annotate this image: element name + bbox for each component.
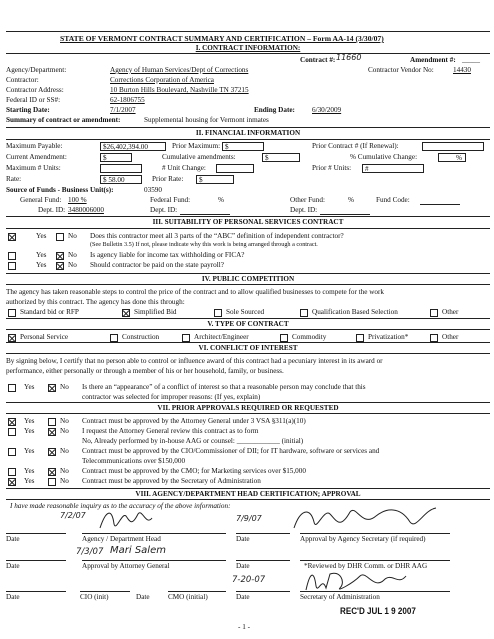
attorney-general-signature[interactable]: Mari Salem (110, 545, 166, 556)
vendor-number-label: Contractor Vendor No: (368, 66, 434, 74)
date-label-3: Date (236, 535, 250, 543)
agency-label: Agency/Department: (6, 66, 67, 74)
agency-head-label: Agency / Department Head (82, 535, 161, 543)
section-rule (6, 402, 490, 403)
cumulative-amendments-label: Cumulative amendments: (162, 153, 236, 161)
vendor-number-value[interactable]: 14430 (453, 66, 471, 74)
top-rule (6, 31, 490, 32)
conflict-text-2: performance, either personally or through a member of his or her household, family, or business. (6, 367, 284, 375)
q1-text: Does this contractor meet all 3 parts of the “ABC” definition of independent contractor? (90, 232, 344, 240)
date-label-2: Date (6, 562, 20, 570)
cumulative-change-value: % (456, 154, 462, 162)
fund-code-label: Fund Code: (376, 196, 410, 204)
date-line-1 (6, 533, 66, 534)
dept-id-label-3: Dept. ID: (290, 206, 318, 214)
approval-3-subtext: Telecommunications over $150,000 (82, 457, 186, 465)
approval-5-text: Contract must be approved by the Secretary of Administration (82, 477, 261, 485)
sole-sourced-label: Sole Sourced (226, 308, 265, 316)
section-rule (6, 139, 490, 140)
other-fund-label: Other Fund: (290, 196, 325, 204)
date-label-7: Date (236, 593, 250, 601)
cio-label: CIO (init) (80, 593, 109, 601)
dept-id-line-3[interactable] (320, 214, 370, 215)
architect-checkbox[interactable] (182, 334, 190, 342)
architect-label: Architect/Engineer (194, 333, 249, 341)
rate-label: Rate: (6, 175, 22, 183)
section-rule (6, 499, 490, 500)
current-amendment-label: Current Amendment: (6, 153, 67, 161)
date-line-5 (6, 591, 66, 592)
section-rule (6, 318, 490, 319)
summary-value[interactable]: Supplemental housing for Vermont inmates (144, 116, 269, 124)
max-units-field[interactable] (100, 164, 142, 173)
approval-3-yes-checkbox[interactable] (8, 448, 16, 456)
section-rule (6, 488, 490, 489)
date-line-6 (236, 591, 290, 592)
contract-number-label: Contract #: (300, 56, 336, 64)
prior-units-label: Prior # Units: (312, 164, 352, 172)
federal-fund-label: Federal Fund: (150, 196, 191, 204)
source-of-funds-label: Source of Funds - Business Unit(s): (6, 186, 114, 194)
prior-rate-field[interactable] (196, 175, 234, 184)
privatization-checkbox[interactable] (356, 334, 364, 342)
approval-4-no-checkbox[interactable] (48, 468, 56, 476)
fund-code-line[interactable] (420, 204, 460, 205)
q3-no-label: No (68, 261, 77, 269)
type-other-label: Other (442, 333, 459, 341)
federal-fund-value[interactable]: % (218, 196, 224, 204)
sole-sourced-checkbox[interactable] (214, 309, 222, 317)
approval-5-yes-checkbox[interactable] (8, 478, 16, 486)
construction-checkbox[interactable] (110, 334, 118, 342)
max-payable-field[interactable] (100, 142, 166, 151)
q1-yes-label: Yes (36, 232, 47, 240)
section-rule (6, 284, 490, 285)
q3-yes-checkbox[interactable] (8, 262, 16, 270)
prior-units-field[interactable] (362, 164, 424, 173)
sec-admin-label: Secretary of Administration (300, 593, 380, 601)
prior-contract-label: Prior Contract # (If Renewal): (312, 142, 399, 150)
q1-no-checkbox[interactable] (56, 233, 64, 241)
date-label-6: Date (136, 593, 150, 601)
prior-max-field[interactable] (222, 142, 264, 151)
q1-yes-checkbox[interactable] (8, 233, 16, 241)
ending-date-value[interactable]: 6/30/2009 (312, 106, 342, 114)
general-fund-label: General Fund: (20, 196, 62, 204)
rate-value: $ 58.00 (103, 176, 125, 184)
approval-4-yes-label: Yes (24, 467, 35, 475)
competition-other-label: Other (442, 308, 459, 316)
dept-id-value[interactable]: 3480006000 (68, 206, 104, 214)
construction-label: Construction (122, 333, 160, 341)
section-rule (6, 127, 490, 128)
certification-intro: I have made reasonable inquiry as to the accuracy of the above information: (10, 502, 231, 510)
qbs-checkbox[interactable] (300, 309, 308, 317)
q2-text: Is agency liable for income tax withholding or FICA? (90, 251, 245, 259)
competition-text-1: The agency has taken reasonable steps to control the price of the contract and to allow qualified businesses to compete for the work (6, 288, 385, 296)
contractor-address-label: Contractor Address: (6, 86, 64, 94)
cumulative-amendments-field[interactable] (262, 153, 300, 162)
competition-other-checkbox[interactable] (430, 309, 438, 317)
qbs-label: Qualification Based Selection (312, 308, 398, 316)
q2-no-label: No (68, 251, 77, 259)
q3-text: Should contractor be paid on the state payroll? (90, 261, 224, 269)
conflict-yes-checkbox[interactable] (8, 384, 16, 392)
ending-date-label: Ending Date: (254, 106, 295, 114)
conflict-question-2: contractor was selected for improper reasons: (If yes, explain) (82, 393, 261, 401)
federal-id-label: Federal ID or SS#: (6, 96, 61, 104)
q3-no-checkbox[interactable] (56, 262, 64, 270)
current-amendment-value: $ (103, 154, 107, 162)
conflict-yes-label: Yes (24, 383, 35, 391)
personal-service-checkbox[interactable] (8, 334, 16, 342)
dept-id-label: Dept. ID: (38, 206, 66, 214)
commodity-checkbox[interactable] (280, 334, 288, 342)
approval-4-text: Contract must be approved by the CMO; for Marketing services over $15,000 (82, 467, 306, 475)
section-rule (6, 273, 490, 274)
contractor-value[interactable]: Corrections Corporation of America (110, 76, 214, 84)
approval-4-no-label: No (60, 467, 69, 475)
simplified-bid-checkbox[interactable] (122, 309, 130, 317)
section-rule (6, 53, 490, 54)
unit-change-field[interactable] (216, 164, 254, 173)
approval-3-no-label: No (60, 447, 69, 455)
date-label-5: Date (6, 593, 20, 601)
prior-max-label: Prior Maximum: (172, 142, 221, 150)
q2-yes-label: Yes (36, 251, 47, 259)
prior-max-value: $ (225, 143, 229, 151)
section-rule (6, 353, 490, 354)
approval-2-no-label: No (60, 427, 69, 435)
cmo-label: CMO (initial) (168, 593, 208, 601)
section-rule (6, 413, 490, 414)
approval-5-yes-label: Yes (24, 477, 35, 485)
agency-secretary-label: Approval by Agency Secretary (if required) (300, 535, 426, 543)
section-2-heading: II. FINANCIAL INFORMATION (195, 129, 301, 137)
dept-id-label-2: Dept. ID: (150, 206, 178, 214)
approval-1-no-checkbox[interactable] (48, 418, 56, 426)
approval-2-yes-checkbox[interactable] (8, 428, 16, 436)
contract-number-value[interactable]: 11660 (336, 53, 362, 62)
agency-secretary-signature[interactable] (290, 502, 440, 536)
max-units-label: Maximum # Units: (6, 164, 61, 172)
q1-note: (See Bulletin 3.5) If not, please indicate why this work is being arranged through a contract. (90, 241, 318, 248)
agency-secretary-line (300, 533, 450, 534)
approval-3-text: Contract must be approved by the CIO/Commissioner of DII; for IT hardware, software or services and (82, 447, 380, 455)
section-rule (6, 228, 490, 229)
amendment-label: Amendment #: (410, 56, 456, 64)
section-4-heading: IV. PUBLIC COMPETITION (201, 275, 295, 283)
cumulative-change-label: % Cumulative Change: (350, 153, 418, 161)
approval-1-yes-label: Yes (24, 417, 35, 425)
section-1-heading: I. CONTRACT INFORMATION: (195, 44, 301, 52)
approval-5-no-label: No (60, 477, 69, 485)
section-rule (6, 342, 490, 343)
date-4-handwritten[interactable]: 7-20-07 (232, 575, 266, 585)
approval-5-no-checkbox[interactable] (48, 478, 56, 486)
approval-2-text: I request the Attorney General review this contract as to form (82, 427, 259, 435)
unit-change-label: # Unit Change: (162, 164, 206, 172)
approval-1-yes-checkbox[interactable] (8, 418, 16, 426)
conflict-text-1: By signing below, I certify that no person able to control or influence award of this contract had a pecuniary interest in its award or (6, 357, 383, 365)
date-label-4: Date (236, 562, 250, 570)
date-line-4 (236, 560, 290, 561)
prior-contract-field[interactable] (422, 142, 484, 151)
agency-head-line (82, 533, 226, 534)
rate-field[interactable] (100, 175, 142, 184)
approval-2-no-checkbox[interactable] (48, 428, 56, 436)
agency-head-signature[interactable] (96, 506, 156, 534)
dhr-line (300, 560, 450, 561)
q2-yes-checkbox[interactable] (8, 252, 16, 260)
cumulative-amendments-value: $ (265, 154, 269, 162)
other-fund-value[interactable]: % (348, 196, 354, 204)
approval-2-subtext: No, Already performed by in-house AAG or counsel: ____________ (initial) (82, 437, 304, 445)
conflict-no-label: No (60, 383, 69, 391)
section-7-heading: VII. PRIOR APPROVALS REQUIRED OR REQUESTED (157, 404, 339, 412)
federal-id-value[interactable]: 62-1806755 (110, 96, 145, 104)
max-payable-value: $26,402,394.00 (103, 143, 148, 151)
attorney-general-label: Approval by Attorney General (82, 562, 170, 570)
approval-3-no-checkbox[interactable] (48, 448, 56, 456)
date-3-handwritten[interactable]: 7/9/07 (236, 514, 262, 523)
general-fund-value[interactable]: 100 % (68, 196, 87, 204)
section-8-heading: VIII. AGENCY/DEPARTMENT HEAD CERTIFICATION; APPROVAL (135, 490, 361, 498)
dhr-review-label: *Reviewed by DHR Comm. or DHR AAG (304, 562, 428, 570)
approval-2-yes-label: Yes (24, 427, 35, 435)
date-line-3 (236, 533, 290, 534)
section-rule (6, 329, 490, 330)
prior-rate-value: $ (199, 176, 203, 184)
conflict-no-checkbox[interactable] (48, 384, 56, 392)
attorney-general-line (82, 560, 226, 561)
standard-bid-label: Standard bid or RFP (20, 308, 79, 316)
approval-1-text: Contract must be approved by the Attorney General under 3 VSA §311(a)(10) (82, 417, 306, 425)
dept-id-line-2[interactable] (180, 214, 230, 215)
form-title: STATE OF VERMONT CONTRACT SUMMARY AND CERTIFICATION – Form AA-14 (3/30/07) (60, 34, 384, 43)
conflict-question: Is there an “appearance” of a conflict of interest so that a reasonable person may conclude that this (82, 383, 366, 391)
q1-no-label: No (68, 232, 77, 240)
date-1-handwritten[interactable]: 7/2/07 (60, 511, 86, 520)
starting-date-value[interactable]: 7/1/2007 (110, 106, 136, 114)
date-2-handwritten[interactable]: 7/3/07 (76, 547, 104, 557)
amendment-value[interactable]: _____ (462, 56, 480, 64)
section-rule (6, 216, 490, 217)
max-payable-label: Maximum Payable: (6, 142, 63, 150)
prior-units-value: # (365, 165, 369, 173)
starting-date-label: Starting Date: (6, 106, 50, 114)
contractor-label: Contractor: (6, 76, 39, 84)
standard-bid-checkbox[interactable] (8, 309, 16, 317)
agency-value[interactable]: Agency of Human Services/Dept of Corrections (110, 66, 249, 74)
page-number: - 1 - (238, 623, 250, 631)
section-6-heading: VI. CONFLICT OF INTEREST (198, 344, 298, 352)
simplified-bid-label: Simplified Bid (134, 308, 177, 316)
cmo-line (168, 591, 226, 592)
current-amendment-field[interactable] (100, 153, 132, 162)
q3-yes-label: Yes (36, 261, 47, 269)
approval-1-no-label: No (60, 417, 69, 425)
date-label-1: Date (6, 535, 20, 543)
approval-3-yes-label: Yes (24, 447, 35, 455)
privatization-label: Privatization* (368, 333, 409, 341)
section-5-heading: V. TYPE OF CONTRACT (207, 320, 289, 328)
summary-label: Summary of contract or amendment: (6, 116, 121, 124)
type-other-checkbox[interactable] (430, 334, 438, 342)
cio-line (80, 591, 130, 592)
personal-service-label: Personal Service (20, 333, 69, 341)
date-line-2 (6, 560, 66, 561)
received-stamp: REC'D JUL 1 9 2007 (340, 606, 416, 617)
contractor-address-value[interactable]: 10 Burton Hills Boulevard, Nashville TN 37215 (110, 86, 249, 94)
source-of-funds-value[interactable]: 03590 (144, 186, 162, 194)
section-3-heading: III. SUITABILITY OF PERSONAL SERVICES CONTRACT (152, 218, 344, 226)
q2-no-checkbox[interactable] (56, 252, 64, 260)
prior-rate-label: Prior Rate: (152, 175, 184, 183)
commodity-label: Commodity (292, 333, 327, 341)
competition-text-2: authorized by this contract. The agency has done this through: (6, 298, 185, 306)
approval-4-yes-checkbox[interactable] (8, 468, 16, 476)
sec-admin-line (300, 591, 450, 592)
cumulative-change-field[interactable] (438, 153, 466, 162)
